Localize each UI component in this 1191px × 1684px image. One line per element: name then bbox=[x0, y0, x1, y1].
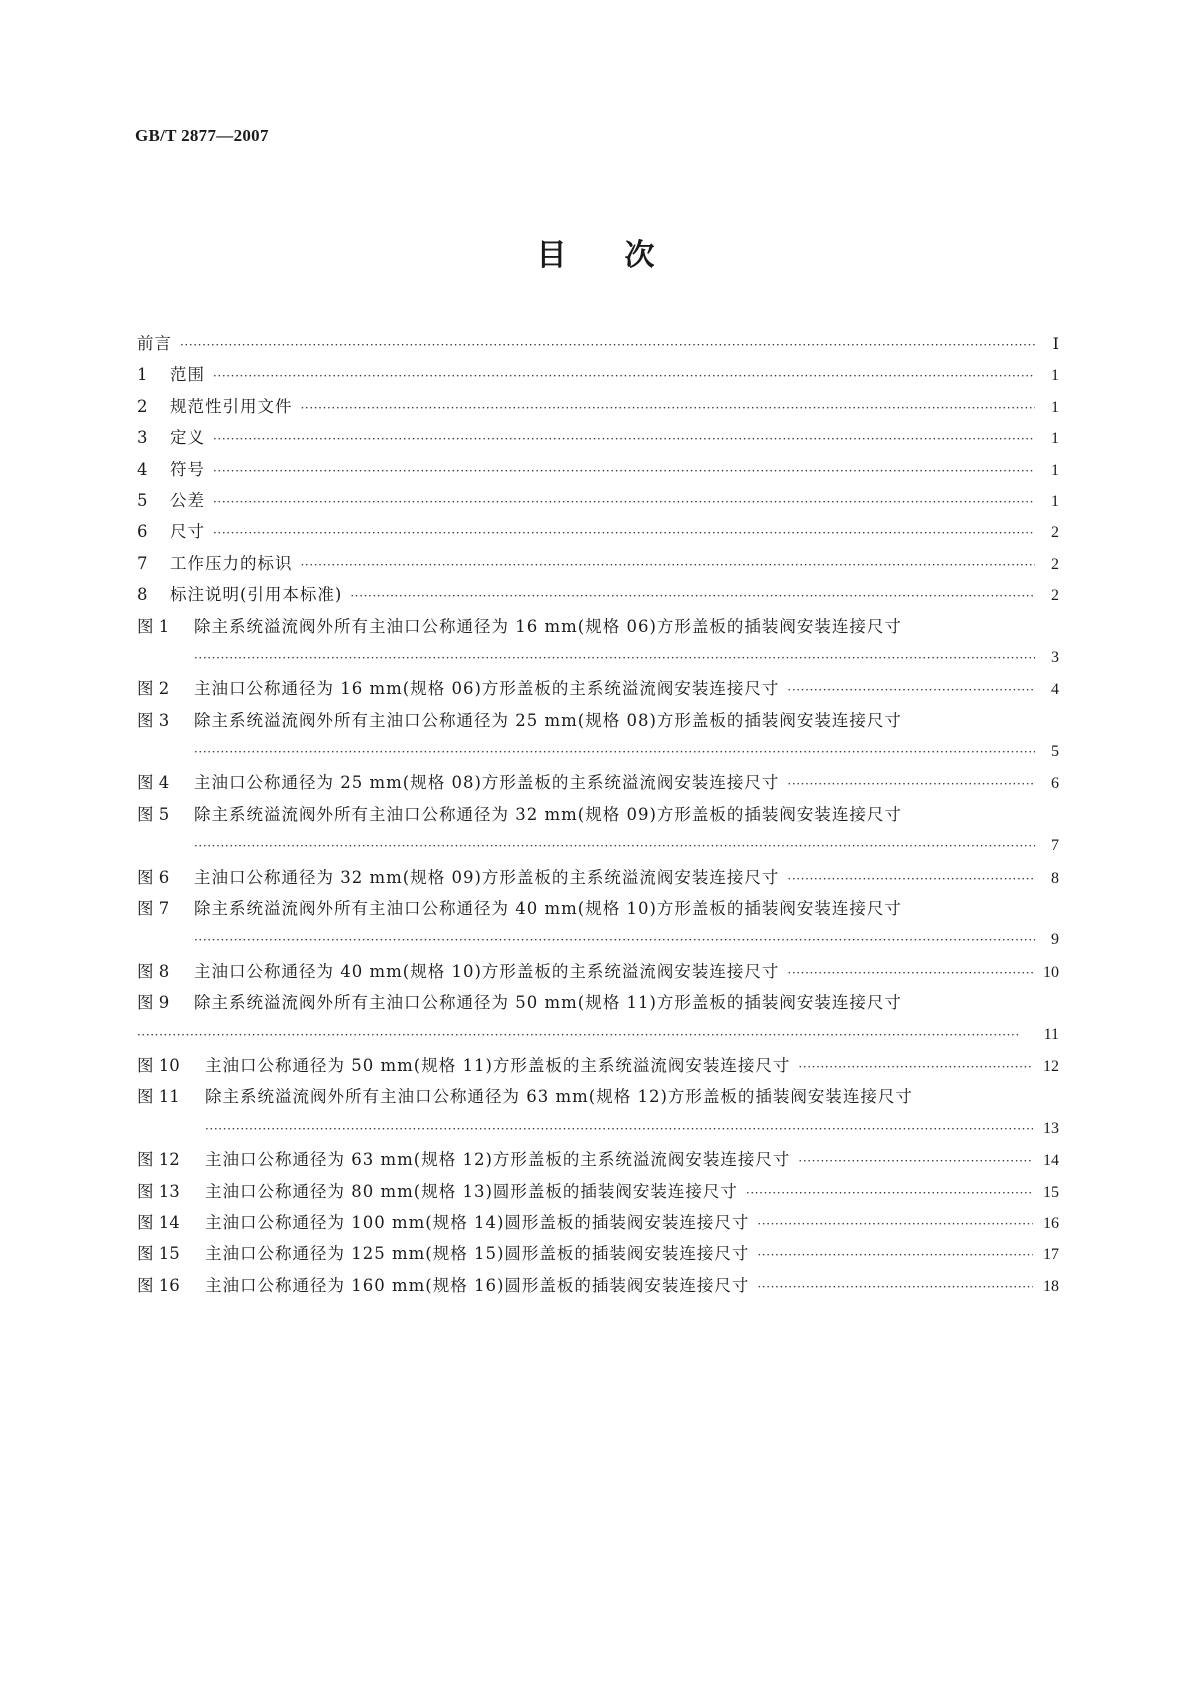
toc-number: 图 10 bbox=[137, 1055, 180, 1075]
toc-entry-figure-10[interactable] bbox=[137, 1050, 1059, 1081]
toc-entry-figure-13[interactable] bbox=[137, 1176, 1059, 1207]
toc-page-number: 15 bbox=[1043, 1183, 1059, 1201]
toc-page-number: 3 bbox=[1051, 648, 1059, 666]
toc-entry-figure-9-continuation bbox=[137, 1019, 1059, 1050]
dot-leader bbox=[787, 675, 1035, 706]
dot-leader bbox=[194, 831, 1035, 862]
toc-entry-figure-3-continuation bbox=[137, 736, 1059, 767]
toc-page-number: 8 bbox=[1051, 869, 1059, 887]
toc-entry-figure-3[interactable] bbox=[137, 705, 1059, 736]
dot-leader bbox=[787, 769, 1035, 800]
toc-entry-clause-8[interactable] bbox=[137, 579, 1059, 610]
dot-leader bbox=[757, 1209, 1033, 1240]
toc-number: 图 2 bbox=[137, 679, 170, 699]
toc-entry-figure-11-continuation bbox=[137, 1113, 1059, 1144]
toc-label: 除主系统溢流阀外所有主油口公称通径为 40 mm(规格 10)方形盖板的插装阀安装连接尺寸 bbox=[194, 899, 902, 919]
dot-leader bbox=[194, 643, 1035, 674]
dot-leader bbox=[194, 925, 1035, 956]
toc-label: 主油口公称通径为 50 mm(规格 11)方形盖板的主系统溢流阀安装连接尺寸 bbox=[205, 1055, 791, 1075]
toc-entry-clause-4[interactable] bbox=[137, 454, 1059, 485]
toc-page-number: 18 bbox=[1043, 1277, 1059, 1295]
toc-number: 图 8 bbox=[137, 961, 170, 981]
toc-entry-figure-9[interactable] bbox=[137, 987, 1059, 1018]
dot-leader bbox=[787, 864, 1035, 895]
toc-label: 主油口公称通径为 25 mm(规格 08)方形盖板的主系统溢流阀安装连接尺寸 bbox=[194, 773, 780, 793]
dot-leader bbox=[213, 456, 1035, 487]
toc-label: 范围 bbox=[170, 365, 205, 385]
toc-entry-figure-12[interactable] bbox=[137, 1144, 1059, 1175]
dot-leader bbox=[757, 1240, 1033, 1271]
toc-page-number: 12 bbox=[1043, 1057, 1059, 1075]
dot-leader bbox=[787, 958, 1033, 989]
toc-entry-clause-3[interactable] bbox=[137, 422, 1059, 453]
toc-number: 图 1 bbox=[137, 616, 170, 636]
toc-label: 主油口公称通径为 125 mm(规格 15)圆形盖板的插装阀安装连接尺寸 bbox=[205, 1244, 750, 1264]
toc-entry-figure-11[interactable] bbox=[137, 1081, 1059, 1112]
toc-entry-clause-5[interactable] bbox=[137, 485, 1059, 516]
toc-page-number: 1 bbox=[1051, 367, 1059, 385]
toc-label: 主油口公称通径为 40 mm(规格 10)方形盖板的主系统溢流阀安装连接尺寸 bbox=[194, 961, 780, 981]
toc-number: 8 bbox=[137, 585, 148, 605]
toc-page-number: 4 bbox=[1051, 681, 1059, 699]
dot-leader bbox=[213, 424, 1035, 455]
dot-leader bbox=[205, 1114, 1033, 1145]
dot-leader bbox=[757, 1272, 1033, 1303]
toc-label: 主油口公称通径为 16 mm(规格 06)方形盖板的主系统溢流阀安装连接尺寸 bbox=[194, 679, 780, 699]
toc-entry-figure-2[interactable] bbox=[137, 673, 1059, 704]
toc-page-number: 5 bbox=[1051, 743, 1059, 761]
page-title: 目次 bbox=[536, 238, 713, 273]
dot-leader bbox=[137, 1020, 1034, 1051]
toc-page-number: 2 bbox=[1051, 555, 1059, 573]
toc-number: 图 16 bbox=[137, 1275, 180, 1295]
toc-number: 图 9 bbox=[137, 993, 170, 1013]
toc-entry-figure-7[interactable] bbox=[137, 893, 1059, 924]
toc-entry-figure-4[interactable] bbox=[137, 767, 1059, 798]
toc-number: 图 6 bbox=[137, 867, 170, 887]
toc-number: 图 12 bbox=[137, 1150, 180, 1170]
toc-number: 2 bbox=[137, 396, 148, 416]
toc-label: 主油口公称通径为 160 mm(规格 16)圆形盖板的插装阀安装连接尺寸 bbox=[205, 1275, 750, 1295]
toc-number: 图 11 bbox=[137, 1087, 180, 1107]
toc-entry-figure-8[interactable] bbox=[137, 956, 1059, 987]
toc-number: 1 bbox=[137, 365, 148, 385]
toc-entry-figure-6[interactable] bbox=[137, 862, 1059, 893]
toc-label: 主油口公称通径为 63 mm(规格 12)方形盖板的主系统溢流阀安装连接尺寸 bbox=[205, 1150, 791, 1170]
dot-leader bbox=[213, 487, 1035, 518]
toc-label: 标注说明(引用本标准) bbox=[170, 585, 343, 605]
toc-entry-clause-6[interactable] bbox=[137, 516, 1059, 547]
toc-page-number: 1 bbox=[1051, 492, 1059, 510]
toc-number: 图 15 bbox=[137, 1244, 180, 1264]
toc-entry-figure-14[interactable] bbox=[137, 1207, 1059, 1238]
toc-entry-clause-1[interactable] bbox=[137, 359, 1059, 390]
toc-page-number: 2 bbox=[1051, 587, 1059, 605]
toc-number: 图 14 bbox=[137, 1212, 180, 1232]
toc-number: 图 7 bbox=[137, 899, 170, 919]
toc-label: 规范性引用文件 bbox=[170, 396, 293, 416]
toc-entry-figure-16[interactable] bbox=[137, 1270, 1059, 1301]
toc-page-number: 9 bbox=[1051, 931, 1059, 949]
toc-label: 除主系统溢流阀外所有主油口公称通径为 50 mm(规格 11)方形盖板的插装阀安装连接尺寸 bbox=[194, 993, 902, 1013]
toc-label: 除主系统溢流阀外所有主油口公称通径为 63 mm(规格 12)方形盖板的插装阀安装连接尺寸 bbox=[205, 1087, 913, 1107]
dot-leader bbox=[746, 1178, 1033, 1209]
toc-entry-foreword[interactable] bbox=[137, 328, 1059, 359]
dot-leader bbox=[213, 361, 1035, 392]
toc-number: 5 bbox=[137, 490, 148, 510]
toc-entry-clause-2[interactable] bbox=[137, 391, 1059, 422]
table-of-contents bbox=[137, 328, 1059, 1301]
toc-number: 图 3 bbox=[137, 710, 170, 730]
dot-leader bbox=[194, 737, 1035, 768]
toc-label: 主油口公称通径为 100 mm(规格 14)圆形盖板的插装阀安装连接尺寸 bbox=[205, 1212, 750, 1232]
toc-page-number: 2 bbox=[1051, 524, 1059, 542]
toc-page-number: Ⅰ bbox=[1052, 336, 1059, 353]
toc-page-number: 1 bbox=[1051, 461, 1059, 479]
toc-number: 3 bbox=[137, 428, 148, 448]
toc-label: 主油口公称通径为 80 mm(规格 13)圆形盖板的插装阀安装连接尺寸 bbox=[205, 1181, 738, 1201]
toc-entry-figure-15[interactable] bbox=[137, 1238, 1059, 1269]
toc-number: 图 4 bbox=[137, 773, 170, 793]
toc-page-number: 14 bbox=[1043, 1152, 1059, 1170]
dot-leader bbox=[180, 330, 1035, 361]
dot-leader bbox=[301, 550, 1036, 581]
toc-number: 7 bbox=[137, 553, 148, 573]
toc-label: 除主系统溢流阀外所有主油口公称通径为 16 mm(规格 06)方形盖板的插装阀安装连接尺寸 bbox=[194, 616, 902, 636]
toc-page-number: 13 bbox=[1043, 1119, 1059, 1137]
toc-label: 主油口公称通径为 32 mm(规格 09)方形盖板的主系统溢流阀安装连接尺寸 bbox=[194, 867, 780, 887]
toc-label: 公差 bbox=[170, 490, 205, 510]
dot-leader bbox=[798, 1146, 1033, 1177]
dot-leader bbox=[213, 518, 1035, 549]
toc-label: 符号 bbox=[170, 459, 205, 479]
standard-number: GB/T 2877—2007 bbox=[135, 126, 269, 145]
toc-page-number: 6 bbox=[1051, 775, 1059, 793]
toc-entry-figure-1-continuation bbox=[137, 642, 1059, 673]
toc-number: 图 5 bbox=[137, 804, 170, 824]
toc-number: 6 bbox=[137, 522, 148, 542]
toc-page-number: 1 bbox=[1051, 430, 1059, 448]
toc-number: 4 bbox=[137, 459, 148, 479]
dot-leader bbox=[350, 581, 1035, 612]
dot-leader bbox=[798, 1052, 1033, 1083]
toc-label: 尺寸 bbox=[170, 522, 205, 542]
toc-number: 图 13 bbox=[137, 1181, 180, 1201]
toc-entry-figure-7-continuation bbox=[137, 924, 1059, 955]
toc-entry-figure-5-continuation bbox=[137, 830, 1059, 861]
toc-page-number: 17 bbox=[1043, 1246, 1059, 1264]
toc-label: 除主系统溢流阀外所有主油口公称通径为 25 mm(规格 08)方形盖板的插装阀安装连接尺寸 bbox=[194, 710, 902, 730]
toc-entry-figure-5[interactable] bbox=[137, 799, 1059, 830]
toc-page-number: 10 bbox=[1043, 963, 1059, 981]
toc-label: 除主系统溢流阀外所有主油口公称通径为 32 mm(规格 09)方形盖板的插装阀安装连接尺寸 bbox=[194, 804, 902, 824]
toc-page-number: 11 bbox=[1043, 1025, 1059, 1043]
toc-label: 工作压力的标识 bbox=[170, 553, 293, 573]
dot-leader bbox=[301, 393, 1036, 424]
toc-label: 定义 bbox=[170, 428, 205, 448]
toc-page-number: 16 bbox=[1043, 1214, 1059, 1232]
toc-label: 前言 bbox=[137, 334, 172, 353]
toc-page-number: 1 bbox=[1051, 398, 1059, 416]
toc-entry-figure-1[interactable] bbox=[137, 611, 1059, 642]
toc-page-number: 7 bbox=[1051, 837, 1059, 855]
toc-entry-clause-7[interactable] bbox=[137, 548, 1059, 579]
